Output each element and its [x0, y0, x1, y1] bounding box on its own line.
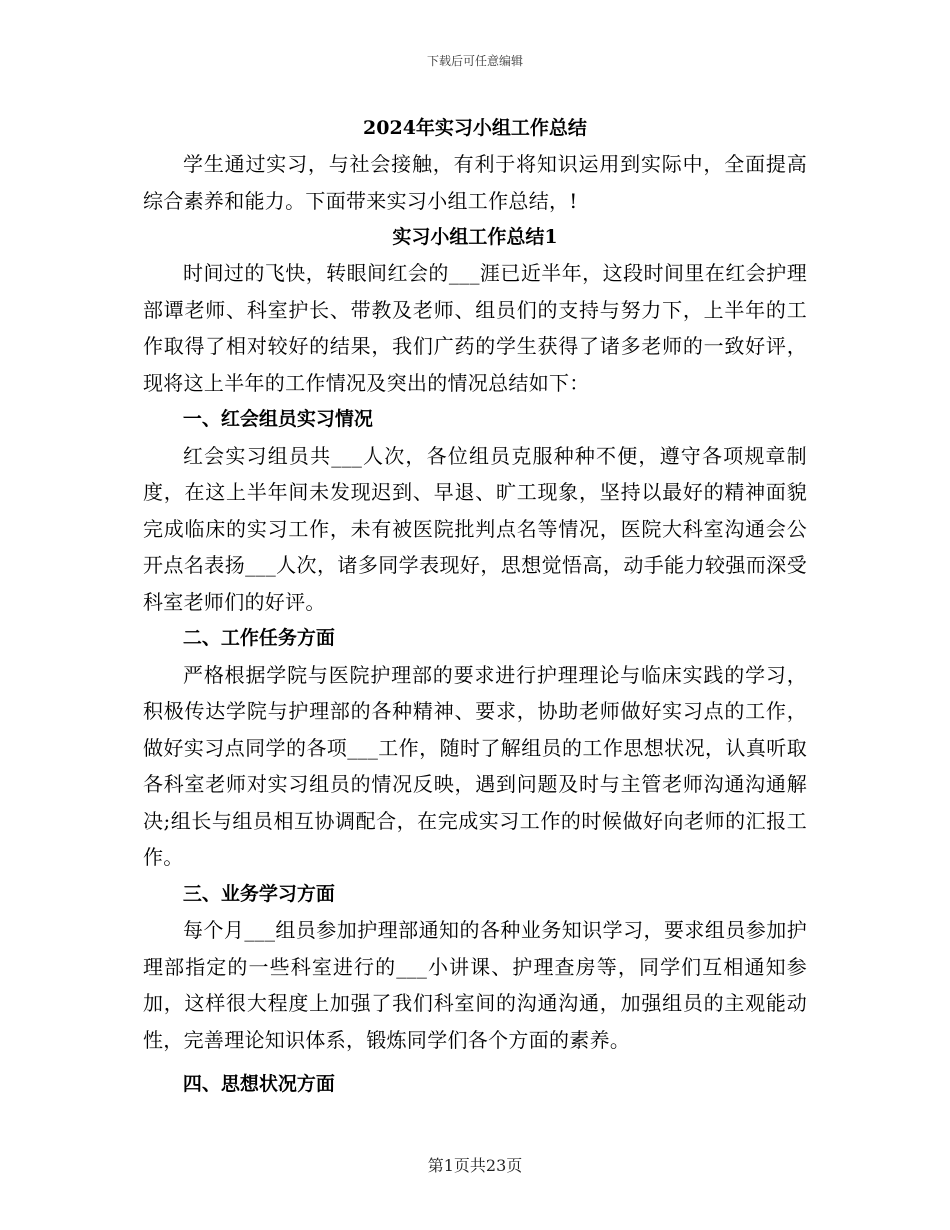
page-number: 第1页共23页	[427, 1156, 523, 1175]
document-body	[143, 110, 807, 1103]
document-title: 2024年实习小组工作总结	[363, 117, 587, 139]
page-header-note: 下载后可任意编辑	[426, 54, 523, 68]
intro-paragraph: 学生通过实习，与社会接触，有利于将知识运用到实际中，全面提高综合素养和能力。下面带来实习小组工作总结，!	[143, 152, 807, 213]
document-subtitle: 实习小组工作总结1	[392, 226, 558, 248]
section-body-1: 红会实习组员共___人次，各位组员克服种种不便，遵守各项规章制度，在这上半年间未发现迟到、早退、旷工现象，坚持以最好的精神面貌完成临床的实习工作，未有被医院批判点名等情况，医院大科室沟通会公开点名表扬___人次，诸多同学表现好，思想觉悟高，动手能力较强而深受科室老师们的好评。	[143, 443, 807, 614]
opening-paragraph: 时间过的飞快，转眼间红会的___涯已近半年，这段时间里在红会护理部谭老师、科室护长、带教及老师、组员们的支持与努力下，上半年的工作取得了相对较好的结果，我们广药的学生获得了诸多老师的一致好评，现将这上半年的工作情况及突出的情况总结如下：	[143, 261, 807, 395]
section-heading-1: 一、红会组员实习情况	[182, 408, 373, 430]
section-body-3: 每个月___组员参加护理部通知的各种业务知识学习，要求组员参加护理部指定的一些科室进行的___小讲课、护理查房等，同学们互相通知参加，这样很大程度上加强了我们科室间的沟通沟通，加强组员的主观能动性，完善理论知识体系，锻炼同学们各个方面的素养。	[143, 918, 807, 1052]
section-heading-2: 二、工作任务方面	[182, 627, 335, 649]
section-body-2: 严格根据学院与医院护理部的要求进行护理理论与临床实践的学习，积极传达学院与护理部的各种精神、要求，协助老师做好实习点的工作，做好实习点同学的各项___工作，随时了解组员的工作思想状况，认真听取各科室老师对实习组员的情况反映，遇到问题及时与主管老师沟通沟通解决;组长与组员相互协调配合，在完成实习工作的时候做好向老师的汇报工作。	[143, 662, 807, 869]
section-heading-4: 四、思想状况方面	[182, 1073, 335, 1095]
section-heading-3: 三、业务学习方面	[182, 882, 335, 905]
